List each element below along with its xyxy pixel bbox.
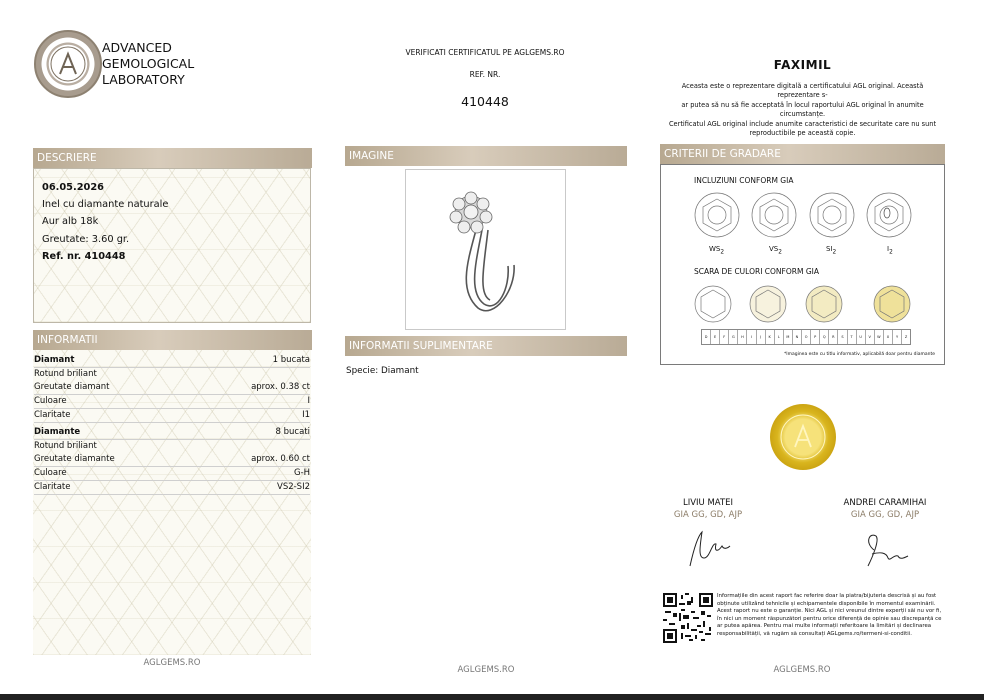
scale-tick: Z — [904, 335, 908, 339]
descriere-item: Inel cu diamante naturale — [42, 199, 169, 210]
ring-image-frame — [405, 169, 566, 330]
lab-name-line: ADVANCED — [102, 40, 172, 55]
gold-seal-icon — [770, 404, 836, 470]
scale-tick: F — [720, 330, 729, 344]
signature-icon — [684, 528, 734, 570]
info-row — [34, 427, 310, 440]
info-key: Culoare — [34, 396, 67, 406]
inclusions-diagram — [691, 191, 921, 243]
scale-tick: H — [738, 330, 747, 344]
imagine-header: IMAGINE — [345, 146, 627, 166]
scale-tick: L — [775, 330, 784, 344]
faximil-line: Certificatul AGL original include anumite caracteristici de securitate care nu sunt — [668, 119, 937, 128]
inclusions-title: INCLUZIUNI CONFORM GIA — [694, 176, 794, 185]
scale-tick: N — [793, 330, 802, 344]
signatory-title: GIA GG, GD, AJP — [673, 510, 743, 520]
scale-tick: K — [766, 330, 775, 344]
descriere-header: DESCRIERE — [33, 148, 312, 168]
info-value: 8 bucati — [275, 427, 310, 437]
bottom-bar — [0, 694, 984, 700]
info-key: Greutate diamant — [34, 382, 110, 392]
grading-panel — [660, 164, 945, 365]
scale-tick: X — [884, 330, 893, 344]
scale-tick: W — [875, 330, 884, 344]
info-row — [34, 355, 310, 368]
info-value: aprox. 0.60 ct — [251, 454, 310, 464]
scale-tick: T — [848, 330, 857, 344]
info-key: Claritate — [34, 482, 71, 492]
info-row — [34, 441, 310, 454]
footer-website[interactable]: AGLGEMS.RO — [143, 658, 201, 668]
scale-tick: S — [838, 330, 847, 344]
grading-header: CRITERII DE GRADARE — [660, 144, 945, 164]
info-value: G-H — [293, 468, 310, 478]
color-scale-title: SCARA DE CULORI CONFORM GIA — [694, 267, 819, 276]
info-row — [34, 410, 310, 423]
suplimentare-header: INFORMATII SUPLIMENTARE — [345, 336, 627, 356]
signatory-name: LIVIU MATEI — [682, 498, 734, 508]
color-stones-diagram — [691, 283, 921, 325]
scale-tick: P — [811, 330, 820, 344]
faximil-line: ar putea să nu să fie acceptată în locul raportului AGL original în anumite circumstanțe. — [681, 100, 924, 119]
legal-disclaimer: Informațiile din acest raport fac referire doar la piatra/bijuteria descrisă și au fost obținute utilizând tehnicile și echipamentele disponibile în momentul examinării. Acest raport nu este o garanție. Nici AGL și nici vreunul dintre experții săi nu vor fi, în nici un moment răspunzători pentru orice diferență de opinie sau discrepanță ce ar putea apărea. Pentru mai multe informații referitoare la limitări și declinarea responsabilității, vă rugăm să consultați AGLgems.ro/termeni-si-conditii. — [717, 593, 942, 637]
inclusion-label: $VS_2$ — [769, 245, 782, 256]
scale-tick: E — [711, 330, 720, 344]
info-key: Rotund briliant — [34, 369, 97, 379]
ref-number: 410448 — [461, 94, 509, 109]
info-row — [34, 454, 310, 467]
faximil-description — [660, 82, 945, 138]
info-row — [34, 382, 310, 395]
info-key: Diamant — [34, 355, 75, 365]
info-key: Culoare — [34, 468, 67, 478]
descriere-metal: Aur alb 18k — [42, 216, 99, 227]
footer-website[interactable]: AGLGEMS.RO — [457, 665, 515, 675]
color-scale-bar — [701, 329, 911, 345]
info-row — [34, 468, 310, 481]
info-row — [34, 396, 310, 409]
scale-tick: G — [729, 330, 738, 344]
inclusion-label: $I_2$ — [887, 245, 893, 256]
signatory-title: GIA GG, GD, AJP — [850, 510, 920, 520]
info-value: I — [307, 396, 310, 406]
ref-label: REF. NR. — [469, 70, 501, 79]
info-value: I1 — [302, 410, 310, 420]
specie-text: Specie: Diamant — [346, 366, 419, 376]
faximil-line: reproductibile pe această copie. — [749, 129, 856, 138]
lab-name-line: GEMOLOGICAL — [102, 56, 195, 71]
diamond-ring-icon — [406, 170, 565, 329]
scale-tick: Y — [893, 330, 902, 344]
descriere-date: 06.05.2026 — [42, 182, 104, 193]
scale-tick: I — [747, 330, 756, 344]
informatii-header: INFORMATII — [33, 330, 312, 350]
footer-website[interactable]: AGLGEMS.RO — [773, 665, 831, 675]
qr-code[interactable] — [663, 593, 713, 643]
descriere-ref: Ref. nr. 410448 — [42, 251, 126, 262]
inclusion-label: $SI_2$ — [826, 245, 837, 256]
verify-text: VERIFICATI CERTIFICATUL PE AGLGEMS.RO — [405, 48, 565, 57]
descriere-weight: Greutate: 3.60 gr. — [42, 234, 130, 245]
scale-tick: D — [702, 330, 711, 344]
grading-footnote: *Imaginea este cu titlu informativ, aplicabilă doar pentru diamante — [784, 352, 935, 357]
info-value: 1 bucata — [272, 355, 310, 365]
info-key: Greutate diamante — [34, 454, 115, 464]
faximil-title: FAXIMIL — [773, 58, 832, 72]
scale-tick: O — [802, 330, 811, 344]
info-value: VS2-SI2 — [277, 482, 310, 492]
info-key: Diamante — [34, 427, 81, 437]
info-row — [34, 369, 310, 382]
info-key: Rotund briliant — [34, 441, 97, 451]
scale-tick: J — [757, 330, 766, 344]
scale-tick: V — [866, 330, 875, 344]
scale-tick: M — [784, 330, 793, 344]
scale-tick: U — [857, 330, 866, 344]
info-row — [34, 482, 310, 495]
lab-name-line: LABORATORY — [102, 72, 185, 87]
agl-seal-icon — [34, 30, 102, 98]
faximil-line: Aceasta este o reprezentare digitală a certificatului AGL original. Această reprezentare s- — [681, 82, 924, 100]
scale-tick: R — [829, 330, 838, 344]
signature-icon — [860, 528, 910, 570]
info-key: Claritate — [34, 410, 71, 420]
signatory-name: ANDREI CARAMIHAI — [843, 498, 927, 508]
scale-tick: Q — [820, 330, 829, 344]
lab-name — [102, 40, 194, 88]
inclusion-label: $WS_2$ — [709, 245, 725, 256]
info-value: aprox. 0.38 ct — [251, 382, 310, 392]
